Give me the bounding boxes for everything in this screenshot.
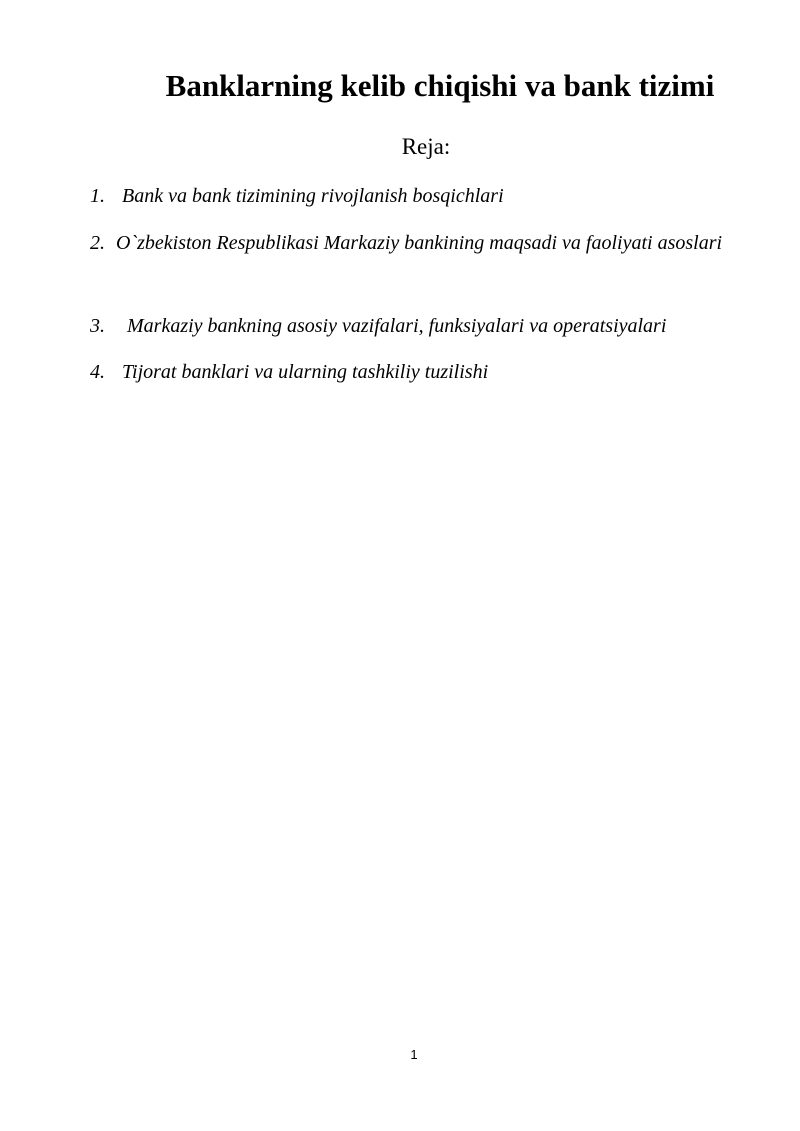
plan-item: [90, 178, 760, 215]
plan-item: [90, 308, 760, 345]
plan-item-number: 2.: [90, 232, 105, 254]
plan-item-text: Tijorat banklari va ularning tashkiliy tuzilishi: [122, 361, 489, 383]
plan-item-text: Markaziy bankning asosiy vazifalari, funksiyalari va operatsiyalari: [127, 315, 667, 337]
plan-item-text: Bank va bank tizimining rivojlanish bosqichlari: [122, 185, 504, 207]
plan-item-number: 4.: [90, 361, 105, 383]
plan-item: [90, 354, 760, 391]
page-number: 1: [410, 1047, 418, 1062]
plan-item-text: O`zbekiston Respublikasi Markaziy bankining maqsadi va faoliyati asoslari: [116, 232, 723, 254]
plan-item-number: 3.: [90, 315, 105, 337]
document-title: Banklarning kelib chiqishi va bank tizimi: [165, 68, 715, 103]
plan-item-number: 1.: [90, 185, 105, 207]
plan-item: [90, 225, 760, 262]
plan-heading: Reja:: [401, 134, 451, 159]
